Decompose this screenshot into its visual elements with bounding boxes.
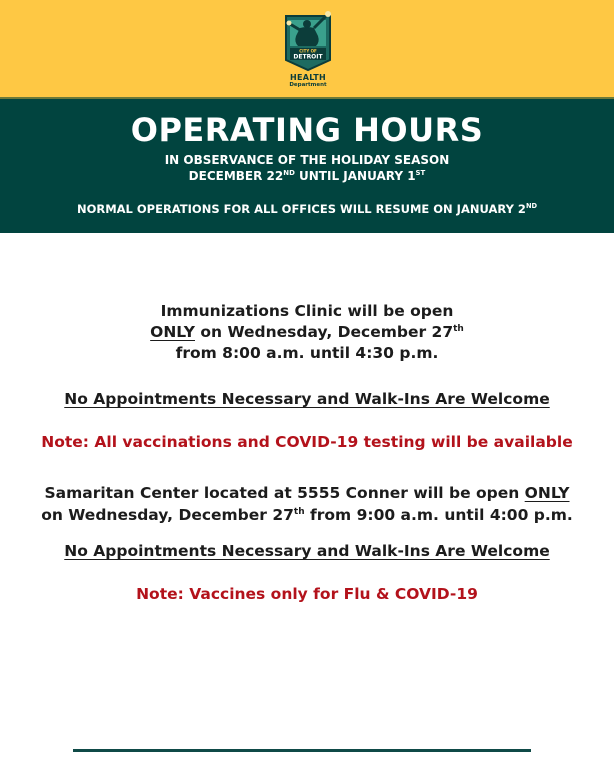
header-banner <box>0 97 614 233</box>
page-title: OPERATING HOURS <box>130 111 484 149</box>
logo-city-label: CITY OF <box>299 48 317 54</box>
immunizations-line2: ONLY on Wednesday, December 27th <box>150 323 464 341</box>
immunizations-walkins: No Appointments Necessary and Walk-Ins Are Welcome <box>64 390 550 408</box>
logo-city-name: DETROIT <box>293 53 323 61</box>
header-resume-notice: NORMAL OPERATIONS FOR ALL OFFICES WILL RESUME ON JANUARY 2ND <box>76 202 538 216</box>
logo-department-text: Department <box>289 82 327 88</box>
samaritan-walkins: No Appointments Necessary and Walk-Ins Are Welcome <box>64 542 550 560</box>
immunizations-line1: Immunizations Clinic will be open <box>160 302 454 320</box>
bottom-divider <box>73 749 531 752</box>
samaritan-note: Note: Vaccines only for Flu & COVID-19 <box>136 585 478 603</box>
detroit-health-logo <box>276 10 340 92</box>
immunizations-note: Note: All vaccinations and COVID-19 testing will be available <box>41 433 573 451</box>
spirit-of-detroit-icon <box>276 10 340 72</box>
samaritan-line2: on Wednesday, December 27th from 9:00 a.m. until 4:00 p.m. <box>41 506 573 524</box>
samaritan-line1: Samaritan Center located at 5555 Conner will be open ONLY <box>44 484 570 502</box>
header-subtitle-line1: IN OBSERVANCE OF THE HOLIDAY SEASON <box>164 153 450 167</box>
logo-health-text: HEALTH <box>289 73 327 82</box>
top-yellow-band <box>0 0 614 97</box>
immunizations-hours: from 8:00 a.m. until 4:30 p.m. <box>175 344 439 362</box>
header-subtitle-dates: DECEMBER 22ND UNTIL JANUARY 1ST <box>188 169 426 183</box>
